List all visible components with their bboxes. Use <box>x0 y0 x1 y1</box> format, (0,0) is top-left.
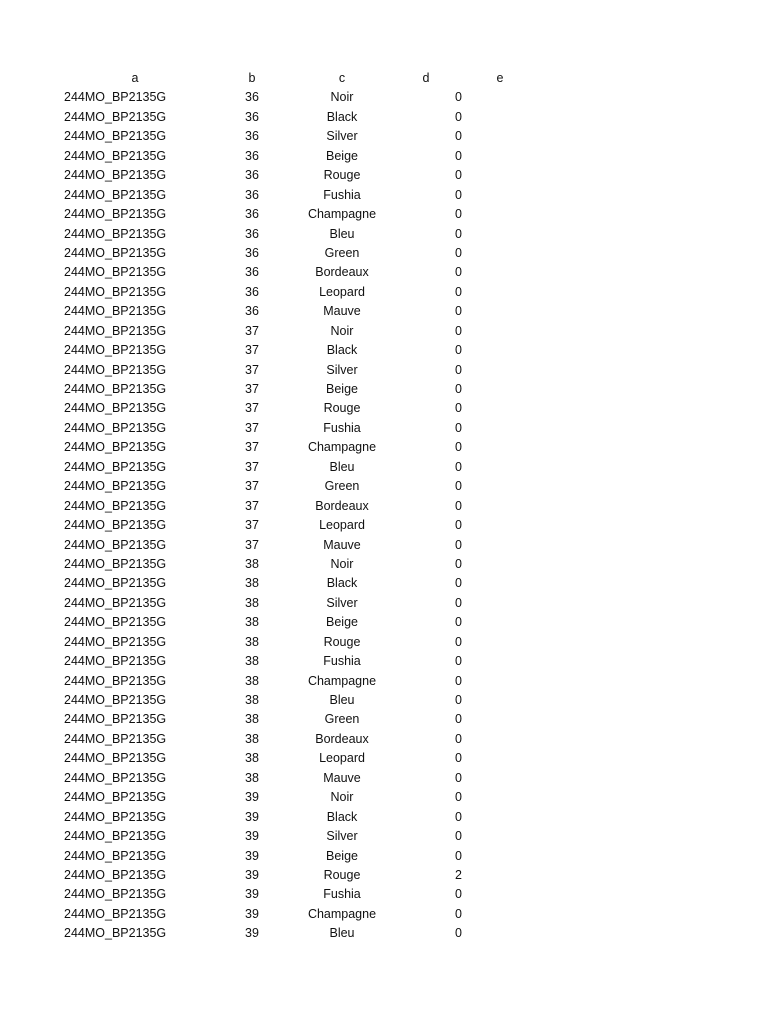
cell-d: 0 <box>455 576 462 591</box>
table-row <box>0 127 768 146</box>
cell-d: 0 <box>455 829 462 844</box>
cell-a: 244MO_BP2135G <box>64 615 167 630</box>
cell-d: 2 <box>455 867 462 882</box>
cell-b: 37 <box>245 382 259 396</box>
cell-b: 37 <box>245 459 259 474</box>
cell-b: 38 <box>245 576 259 591</box>
cell-b: 38 <box>245 673 259 688</box>
table-row <box>0 594 768 613</box>
table-row <box>0 147 768 166</box>
table-row <box>0 672 768 691</box>
header-a: a <box>131 71 139 85</box>
cell-a: 244MO_BP2135G <box>64 926 167 941</box>
cell-d: 0 <box>455 343 462 358</box>
cell-c: Rouge <box>323 401 361 416</box>
cell-c: Mauve <box>323 537 361 552</box>
cell-d: 0 <box>455 518 462 533</box>
cell-d: 0 <box>455 148 462 163</box>
table-row <box>0 574 768 593</box>
cell-a: 244MO_BP2135G <box>64 693 167 707</box>
cell-b: 36 <box>245 265 259 280</box>
cell-c: Leopard <box>319 751 365 766</box>
cell-c: Silver <box>326 129 358 144</box>
cell-c: Beige <box>326 615 358 630</box>
cell-b: 38 <box>245 615 259 630</box>
cell-c: Green <box>324 712 360 727</box>
cell-c: Bordeaux <box>315 498 369 513</box>
cell-d: 0 <box>455 109 462 124</box>
table-row <box>0 633 768 652</box>
table-row <box>0 788 768 807</box>
cell-d: 0 <box>455 420 462 435</box>
cell-c: Black <box>326 109 358 124</box>
cell-b: 39 <box>245 829 259 844</box>
cell-a: 244MO_BP2135G <box>64 304 167 319</box>
cell-a: 244MO_BP2135G <box>64 595 167 610</box>
cell-c: Black <box>326 576 358 591</box>
cell-c: Noir <box>330 323 354 338</box>
cell-b: 39 <box>245 906 259 921</box>
cell-b: 36 <box>245 245 259 260</box>
header-b: b <box>248 71 256 85</box>
table-row <box>0 555 768 574</box>
cell-c: Rouge <box>323 168 361 183</box>
cell-b: 36 <box>245 207 259 222</box>
cell-d: 0 <box>455 673 462 688</box>
cell-a: 244MO_BP2135G <box>64 790 167 805</box>
table-row <box>0 730 768 749</box>
cell-b: 39 <box>245 867 259 882</box>
cell-d: 0 <box>455 401 462 416</box>
cell-b: 37 <box>245 401 259 416</box>
cell-d: 0 <box>455 226 462 241</box>
cell-a: 244MO_BP2135G <box>64 751 167 766</box>
table-row <box>0 691 768 710</box>
cell-a: 244MO_BP2135G <box>64 712 167 727</box>
table-row <box>0 205 768 224</box>
cell-b: 37 <box>245 498 259 513</box>
cell-d: 0 <box>455 634 462 649</box>
cell-c: Bleu <box>329 226 355 241</box>
header-row <box>0 69 768 88</box>
cell-b: 38 <box>245 556 259 571</box>
cell-c: Green <box>324 245 360 260</box>
table-row <box>0 458 768 477</box>
cell-c: Fushia <box>323 187 361 202</box>
cell-a: 244MO_BP2135G <box>64 440 167 455</box>
cell-b: 36 <box>245 90 259 105</box>
cell-b: 36 <box>245 168 259 183</box>
cell-a: 244MO_BP2135G <box>64 654 167 669</box>
cell-c: Champagne <box>307 440 377 455</box>
cell-c: Fushia <box>323 654 361 669</box>
cell-a: 244MO_BP2135G <box>64 168 167 183</box>
header-e: e <box>496 71 504 85</box>
cell-d: 0 <box>455 731 462 746</box>
cell-c: Silver <box>326 829 358 844</box>
cell-a: 244MO_BP2135G <box>64 90 167 105</box>
cell-b: 38 <box>245 770 259 785</box>
table-row <box>0 225 768 244</box>
cell-c: Champagne <box>307 673 377 688</box>
cell-d: 0 <box>455 168 462 183</box>
cell-b: 36 <box>245 148 259 163</box>
table-row <box>0 166 768 185</box>
cell-c: Beige <box>326 148 358 163</box>
table-row <box>0 380 768 399</box>
cell-c: Leopard <box>319 518 365 533</box>
table-row <box>0 186 768 205</box>
cell-c: Mauve <box>323 304 361 319</box>
cell-b: 38 <box>245 751 259 766</box>
cell-d: 0 <box>455 654 462 669</box>
cell-d: 0 <box>455 595 462 610</box>
table-row <box>0 244 768 263</box>
cell-d: 0 <box>455 304 462 319</box>
cell-a: 244MO_BP2135G <box>64 848 167 863</box>
cell-c: Beige <box>326 848 358 863</box>
cell-b: 36 <box>245 304 259 319</box>
table-row <box>0 341 768 360</box>
table-row <box>0 283 768 302</box>
cell-d: 0 <box>455 187 462 202</box>
table-row <box>0 866 768 885</box>
cell-a: 244MO_BP2135G <box>64 479 167 494</box>
table-row <box>0 399 768 418</box>
cell-b: 39 <box>245 790 259 805</box>
cell-d: 0 <box>455 537 462 552</box>
cell-b: 39 <box>245 809 259 824</box>
cell-c: Noir <box>330 790 354 805</box>
cell-d: 0 <box>455 245 462 260</box>
cell-d: 0 <box>455 284 462 299</box>
cell-d: 0 <box>455 440 462 455</box>
cell-b: 38 <box>245 712 259 727</box>
table-row <box>0 847 768 866</box>
table-row <box>0 885 768 904</box>
table-row <box>0 536 768 555</box>
cell-d: 0 <box>455 129 462 144</box>
cell-b: 37 <box>245 518 259 533</box>
cell-b: 37 <box>245 420 259 435</box>
cell-c: Bordeaux <box>315 731 369 746</box>
cell-a: 244MO_BP2135G <box>64 867 167 882</box>
cell-d: 0 <box>455 498 462 513</box>
cell-a: 244MO_BP2135G <box>64 731 167 746</box>
cell-d: 0 <box>455 207 462 222</box>
cell-d: 0 <box>455 790 462 805</box>
cell-d: 0 <box>455 382 462 396</box>
cell-a: 244MO_BP2135G <box>64 887 167 902</box>
cell-d: 0 <box>455 615 462 630</box>
cell-c: Silver <box>326 595 358 610</box>
table-row <box>0 808 768 827</box>
cell-c: Fushia <box>323 420 361 435</box>
cell-d: 0 <box>455 906 462 921</box>
table-row <box>0 749 768 768</box>
table-row <box>0 302 768 321</box>
cell-b: 37 <box>245 343 259 358</box>
cell-a: 244MO_BP2135G <box>64 284 167 299</box>
cell-c: Champagne <box>307 906 377 921</box>
cell-a: 244MO_BP2135G <box>64 187 167 202</box>
cell-c: Black <box>326 343 358 358</box>
cell-c: Fushia <box>323 887 361 902</box>
cell-b: 37 <box>245 440 259 455</box>
cell-a: 244MO_BP2135G <box>64 537 167 552</box>
cell-c: Mauve <box>323 770 361 785</box>
cell-d: 0 <box>455 712 462 727</box>
cell-c: Noir <box>330 556 354 571</box>
cell-b: 36 <box>245 129 259 144</box>
cell-d: 0 <box>455 751 462 766</box>
cell-b: 39 <box>245 887 259 902</box>
cell-a: 244MO_BP2135G <box>64 576 167 591</box>
cell-d: 0 <box>455 887 462 902</box>
spreadsheet <box>0 69 768 944</box>
cell-b: 36 <box>245 226 259 241</box>
cell-d: 0 <box>455 770 462 785</box>
cell-b: 36 <box>245 109 259 124</box>
table-row <box>0 769 768 788</box>
cell-b: 39 <box>245 848 259 863</box>
table-row <box>0 108 768 127</box>
cell-a: 244MO_BP2135G <box>64 323 167 338</box>
cell-c: Champagne <box>307 207 377 222</box>
cell-a: 244MO_BP2135G <box>64 245 167 260</box>
table-row <box>0 710 768 729</box>
cell-b: 36 <box>245 187 259 202</box>
cell-a: 244MO_BP2135G <box>64 906 167 921</box>
cell-d: 0 <box>455 693 462 707</box>
cell-d: 0 <box>455 265 462 280</box>
table-row <box>0 613 768 632</box>
cell-c: Bordeaux <box>315 265 369 280</box>
cell-d: 0 <box>455 848 462 863</box>
table-row <box>0 88 768 107</box>
table-row <box>0 905 768 924</box>
cell-c: Beige <box>326 382 358 396</box>
cell-c: Green <box>324 479 360 494</box>
table-row <box>0 497 768 516</box>
cell-a: 244MO_BP2135G <box>64 634 167 649</box>
cell-a: 244MO_BP2135G <box>64 498 167 513</box>
table-row <box>0 477 768 496</box>
table-row <box>0 419 768 438</box>
cell-a: 244MO_BP2135G <box>64 226 167 241</box>
cell-b: 36 <box>245 284 259 299</box>
table-row <box>0 924 768 943</box>
cell-d: 0 <box>455 459 462 474</box>
table-row <box>0 438 768 457</box>
cell-c: Silver <box>326 362 358 377</box>
cell-d: 0 <box>455 479 462 494</box>
cell-c: Noir <box>330 90 354 105</box>
cell-d: 0 <box>455 323 462 338</box>
cell-b: 37 <box>245 362 259 377</box>
header-c: c <box>338 71 346 85</box>
cell-b: 38 <box>245 634 259 649</box>
cell-a: 244MO_BP2135G <box>64 518 167 533</box>
cell-d: 0 <box>455 556 462 571</box>
table-row <box>0 361 768 380</box>
cell-a: 244MO_BP2135G <box>64 265 167 280</box>
cell-a: 244MO_BP2135G <box>64 420 167 435</box>
cell-c: Rouge <box>323 634 361 649</box>
cell-c: Bleu <box>329 459 355 474</box>
cell-a: 244MO_BP2135G <box>64 556 167 571</box>
cell-d: 0 <box>455 362 462 377</box>
cell-c: Black <box>326 809 358 824</box>
table-body <box>0 88 768 943</box>
cell-a: 244MO_BP2135G <box>64 129 167 144</box>
cell-d: 0 <box>455 90 462 105</box>
cell-a: 244MO_BP2135G <box>64 382 167 396</box>
cell-b: 38 <box>245 595 259 610</box>
cell-a: 244MO_BP2135G <box>64 109 167 124</box>
cell-a: 244MO_BP2135G <box>64 673 167 688</box>
cell-a: 244MO_BP2135G <box>64 148 167 163</box>
cell-a: 244MO_BP2135G <box>64 207 167 222</box>
cell-b: 38 <box>245 731 259 746</box>
table-row <box>0 263 768 282</box>
header-d: d <box>422 71 430 85</box>
table-row <box>0 652 768 671</box>
cell-b: 38 <box>245 654 259 669</box>
cell-a: 244MO_BP2135G <box>64 809 167 824</box>
cell-a: 244MO_BP2135G <box>64 459 167 474</box>
cell-c: Bleu <box>329 693 355 707</box>
cell-a: 244MO_BP2135G <box>64 829 167 844</box>
table-row <box>0 827 768 846</box>
cell-b: 37 <box>245 479 259 494</box>
cell-c: Rouge <box>323 867 361 882</box>
cell-c: Leopard <box>319 284 365 299</box>
cell-b: 37 <box>245 323 259 338</box>
cell-a: 244MO_BP2135G <box>64 343 167 358</box>
cell-d: 0 <box>455 926 462 941</box>
cell-b: 37 <box>245 537 259 552</box>
table-row <box>0 322 768 341</box>
cell-a: 244MO_BP2135G <box>64 401 167 416</box>
cell-a: 244MO_BP2135G <box>64 770 167 785</box>
table-row <box>0 516 768 535</box>
cell-a: 244MO_BP2135G <box>64 362 167 377</box>
cell-c: Bleu <box>329 926 355 941</box>
cell-b: 38 <box>245 693 259 707</box>
cell-b: 39 <box>245 926 259 941</box>
cell-d: 0 <box>455 809 462 824</box>
